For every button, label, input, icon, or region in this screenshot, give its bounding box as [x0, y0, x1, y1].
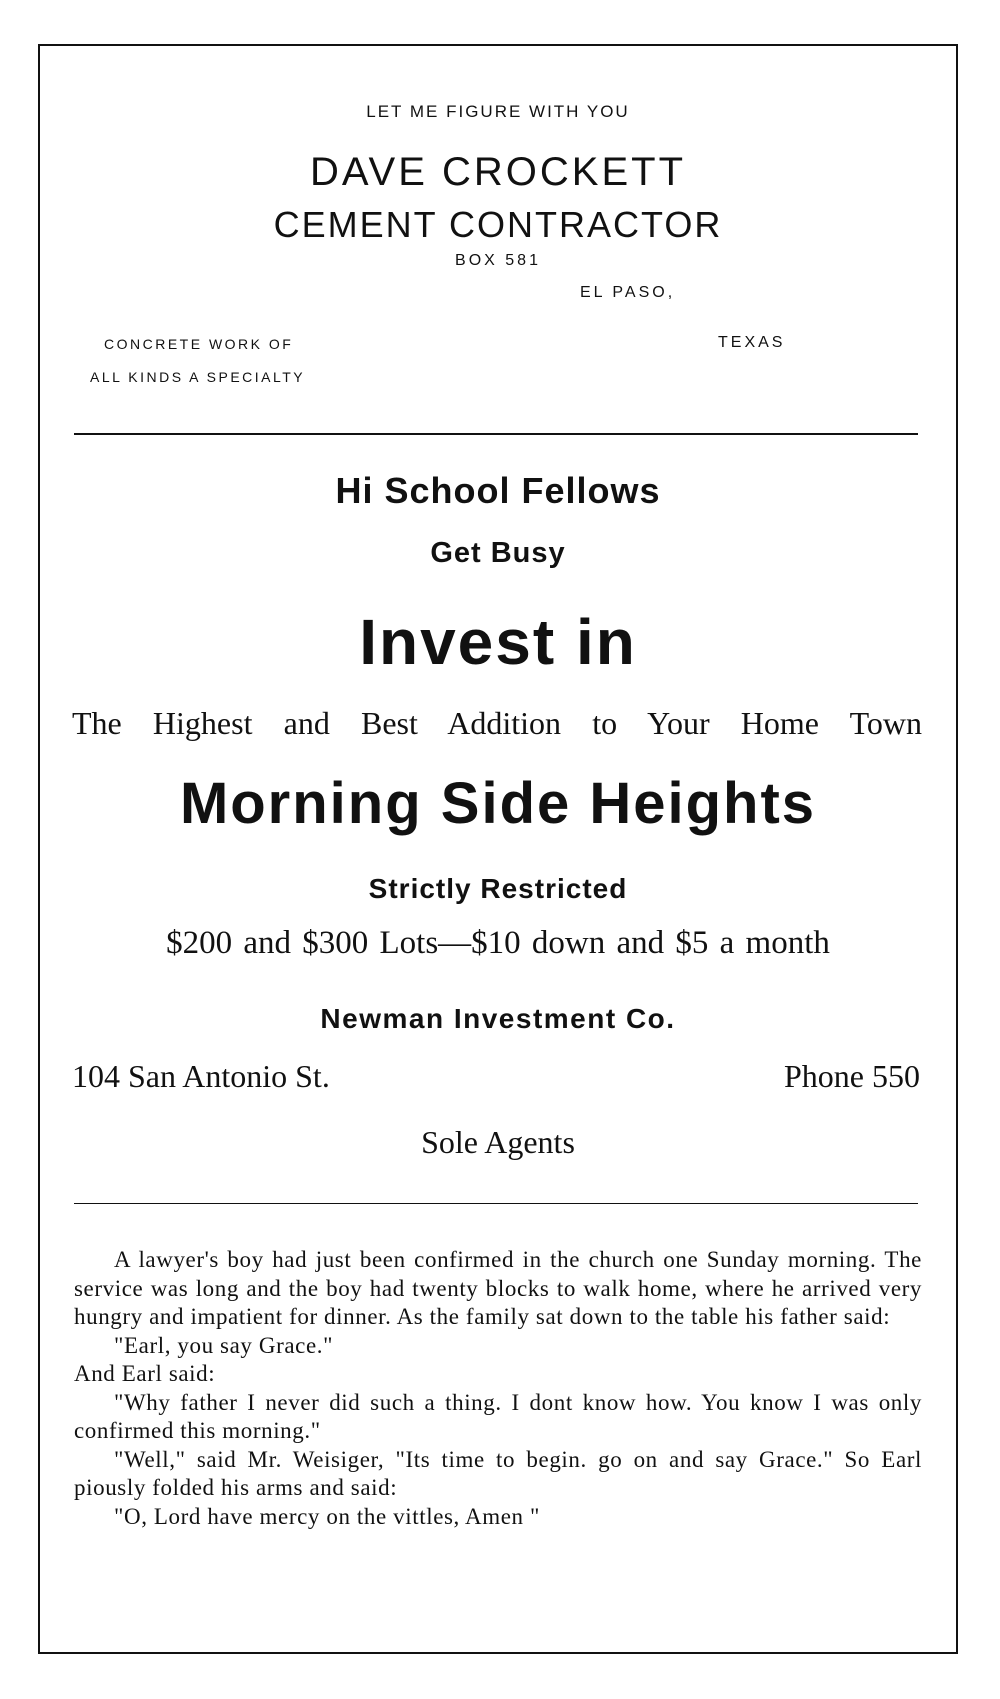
ad-company: Newman Investment Co.	[320, 1003, 676, 1034]
crockett-specialty-line1: CONCRETE WORK OF	[104, 336, 294, 352]
ad-phone: Phone 550	[784, 1058, 920, 1094]
crockett-title: CEMENT CONTRACTOR	[273, 204, 723, 245]
crockett-city: EL PASO,	[580, 284, 676, 301]
crockett-name: DAVE CROCKETT	[309, 150, 687, 194]
ad-description: The Highest and Best Addition to Your Home Town	[72, 705, 922, 741]
crockett-box: BOX 581	[455, 252, 541, 269]
story-line: "Earl, you say Grace."	[114, 1332, 334, 1358]
story-paragraph: "Why father I never did such a thing. I dont know how. You know I was only confirmed this morning."	[74, 1389, 922, 1443]
ad-subheadline: Get Busy	[430, 537, 566, 569]
story-paragraph: A lawyer's boy had just been confirmed in the church one Sunday morning. The service was long and the boy had twenty blocks to walk home, where he arrived very hungry and impatient for dinner. As the family sat down to the table his father said:	[74, 1247, 922, 1329]
anecdote	[74, 1246, 922, 1531]
story-line: "O, Lord have mercy on the vittles, Amen "	[114, 1503, 540, 1529]
divider-rule-top	[74, 433, 918, 435]
ad-development-name: Morning Side Heights	[179, 771, 817, 836]
ad-invest-heading: Invest in	[359, 606, 637, 678]
ad-headline: Hi School Fellows	[335, 470, 661, 511]
ad-agents: Sole Agents	[421, 1124, 575, 1160]
ad-address: 104 San Antonio St.	[72, 1058, 330, 1094]
ad-pricing: $200 and $300 Lots—$10 down and $5 a month	[166, 925, 830, 961]
crockett-state: TEXAS	[718, 334, 786, 351]
divider-rule-bottom	[74, 1203, 918, 1204]
story-line: And Earl said:	[74, 1361, 216, 1386]
crockett-specialty-line2: ALL KINDS A SPECIALTY	[90, 369, 306, 385]
story-paragraph: "Well," said Mr. Weisiger, "Its time to begin. go on and say Grace." So Earl piously folded his arms and said:	[74, 1446, 922, 1500]
crockett-tagline: LET ME FIGURE WITH YOU	[366, 102, 630, 121]
ad-restriction: Strictly Restricted	[368, 873, 628, 904]
